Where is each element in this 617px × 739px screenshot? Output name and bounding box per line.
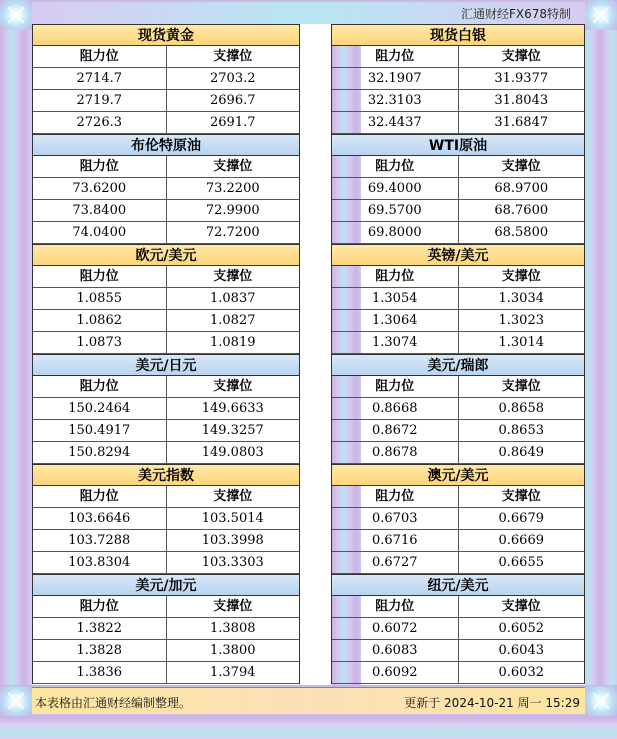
resistance-value: 73.8400 xyxy=(72,203,127,218)
table-row xyxy=(332,398,584,420)
table-row xyxy=(332,68,584,90)
table-row xyxy=(332,332,584,354)
column-header-row xyxy=(33,156,299,178)
resistance-value: 103.7288 xyxy=(68,533,131,548)
table-row xyxy=(33,112,299,134)
table-row xyxy=(332,112,584,134)
resistance-value: 32.1907 xyxy=(367,71,422,86)
table-row xyxy=(332,530,584,552)
section-block xyxy=(32,574,300,684)
resistance-value: 0.6703 xyxy=(372,511,418,526)
page-title: 汇通财经FX678特制 xyxy=(460,7,571,21)
column-header-row xyxy=(332,486,584,508)
support-value: 149.0803 xyxy=(166,442,300,463)
resistance-value: 0.6072 xyxy=(372,621,418,636)
support-value: 2703.2 xyxy=(166,68,300,89)
resistance-value: 69.4000 xyxy=(367,181,422,196)
resistance-value: 2714.7 xyxy=(76,71,122,86)
column-header-row xyxy=(332,596,584,618)
column-header-row xyxy=(332,46,584,68)
resistance-header: 阻力位 xyxy=(375,379,415,394)
resistance-header: 阻力位 xyxy=(375,269,415,284)
table-row xyxy=(33,310,299,332)
support-value: 1.3794 xyxy=(166,662,300,683)
support-value: 1.0827 xyxy=(166,310,300,331)
table-row xyxy=(332,662,584,684)
support-header: 支撑位 xyxy=(166,266,300,287)
table-row xyxy=(332,420,584,442)
support-value: 0.6655 xyxy=(458,552,585,573)
table-row xyxy=(33,420,299,442)
resistance-value: 1.0873 xyxy=(76,335,122,350)
resistance-value: 1.0855 xyxy=(76,291,122,306)
resistance-header: 阻力位 xyxy=(375,49,415,64)
resistance-header: 阻力位 xyxy=(375,599,415,614)
resistance-header: 阻力位 xyxy=(79,599,119,614)
table-row xyxy=(332,222,584,244)
corner-ornament-top-right xyxy=(585,0,617,30)
table-row xyxy=(332,552,584,574)
resistance-header: 阻力位 xyxy=(79,379,119,394)
section-title: 美元/日元 xyxy=(33,354,299,376)
resistance-value: 1.0862 xyxy=(76,313,122,328)
section-block xyxy=(32,24,300,134)
resistance-value: 2726.3 xyxy=(76,115,122,130)
section-block xyxy=(331,24,585,134)
table-row xyxy=(33,222,299,244)
table-row xyxy=(332,618,584,640)
column-header-row xyxy=(332,376,584,398)
column-header-row xyxy=(33,46,299,68)
table-row xyxy=(33,332,299,354)
resistance-value: 1.3828 xyxy=(76,643,122,658)
support-value: 31.9377 xyxy=(458,68,585,89)
section-title: 现货黄金 xyxy=(33,24,299,46)
support-header: 支撑位 xyxy=(166,46,300,67)
corner-ornament-top-left xyxy=(0,0,32,30)
section-title: 现货白银 xyxy=(332,24,584,46)
table-row xyxy=(33,640,299,662)
support-value: 0.6669 xyxy=(458,530,585,551)
support-value: 0.6679 xyxy=(458,508,585,529)
section-block xyxy=(32,244,300,354)
resistance-value: 1.3836 xyxy=(76,665,122,680)
resistance-header: 阻力位 xyxy=(375,489,415,504)
resistance-value: 150.4917 xyxy=(68,423,131,438)
support-value: 72.7200 xyxy=(166,222,300,243)
table-row xyxy=(33,200,299,222)
column-header-row xyxy=(33,266,299,288)
update-timestamp: 更新于 2024-10-21 周一 15:29 xyxy=(404,696,580,710)
resistance-value: 0.8678 xyxy=(372,445,418,460)
support-header: 支撑位 xyxy=(458,376,585,397)
support-value: 68.5800 xyxy=(458,222,585,243)
support-value: 149.3257 xyxy=(166,420,300,441)
table-row xyxy=(332,200,584,222)
support-value: 103.3303 xyxy=(166,552,300,573)
right-column xyxy=(331,24,585,684)
support-value: 0.6032 xyxy=(458,662,585,683)
column-header-row xyxy=(332,266,584,288)
column-header-row xyxy=(33,486,299,508)
table-row xyxy=(332,288,584,310)
table-row xyxy=(33,618,299,640)
table-row xyxy=(33,442,299,464)
section-block xyxy=(331,244,585,354)
support-value: 0.6052 xyxy=(458,618,585,639)
corner-ornament-bottom-left xyxy=(0,686,32,716)
section-title: 澳元/美元 xyxy=(332,464,584,486)
support-header: 支撑位 xyxy=(166,486,300,507)
title-bar xyxy=(32,2,585,25)
resistance-value: 103.6646 xyxy=(68,511,131,526)
support-value: 2691.7 xyxy=(166,112,300,133)
section-title: 英镑/美元 xyxy=(332,244,584,266)
resistance-value: 1.3074 xyxy=(372,335,418,350)
support-header: 支撑位 xyxy=(166,596,300,617)
section-title: 欧元/美元 xyxy=(33,244,299,266)
support-value: 103.5014 xyxy=(166,508,300,529)
section-title: WTI原油 xyxy=(332,134,584,156)
support-value: 1.0837 xyxy=(166,288,300,309)
column-header-row xyxy=(33,376,299,398)
table-row xyxy=(33,398,299,420)
table-row xyxy=(33,288,299,310)
corner-ornament-bottom-right xyxy=(585,686,617,716)
section-title: 美元/瑞郎 xyxy=(332,354,584,376)
support-value: 103.3998 xyxy=(166,530,300,551)
table-row xyxy=(332,508,584,530)
support-value: 72.9900 xyxy=(166,200,300,221)
section-title: 布伦特原油 xyxy=(33,134,299,156)
resistance-value: 0.8672 xyxy=(372,423,418,438)
support-value: 31.8043 xyxy=(458,90,585,111)
left-column xyxy=(32,24,300,684)
resistance-value: 0.6716 xyxy=(372,533,418,548)
support-value: 1.0819 xyxy=(166,332,300,353)
support-value: 0.8658 xyxy=(458,398,585,419)
support-header: 支撑位 xyxy=(458,156,585,177)
table-row xyxy=(33,178,299,200)
table-row xyxy=(332,310,584,332)
column-header-row xyxy=(33,596,299,618)
support-value: 0.6043 xyxy=(458,640,585,661)
resistance-header: 阻力位 xyxy=(79,489,119,504)
support-header: 支撑位 xyxy=(458,486,585,507)
resistance-value: 0.8668 xyxy=(372,401,418,416)
table-row xyxy=(33,508,299,530)
resistance-header: 阻力位 xyxy=(79,49,119,64)
support-value: 1.3034 xyxy=(458,288,585,309)
table-row xyxy=(332,442,584,464)
section-block xyxy=(331,134,585,244)
section-block xyxy=(331,574,585,684)
support-value: 31.6847 xyxy=(458,112,585,133)
support-header: 支撑位 xyxy=(458,266,585,287)
resistance-value: 150.2464 xyxy=(68,401,131,416)
resistance-value: 1.3054 xyxy=(372,291,418,306)
table-row xyxy=(33,530,299,552)
table-row xyxy=(332,90,584,112)
support-value: 149.6633 xyxy=(166,398,300,419)
support-value: 68.9700 xyxy=(458,178,585,199)
table-row xyxy=(33,90,299,112)
footer-note: 本表格由汇通财经编制整理。 xyxy=(35,696,192,710)
table-row xyxy=(332,178,584,200)
section-title: 美元/加元 xyxy=(33,574,299,596)
section-block xyxy=(331,464,585,574)
section-block xyxy=(32,134,300,244)
table-row xyxy=(33,662,299,684)
support-value: 1.3800 xyxy=(166,640,300,661)
table-row xyxy=(33,68,299,90)
support-header: 支撑位 xyxy=(166,376,300,397)
resistance-value: 0.6083 xyxy=(372,643,418,658)
table-row xyxy=(33,552,299,574)
resistance-value: 69.8000 xyxy=(367,225,422,240)
support-value: 2696.7 xyxy=(166,90,300,111)
resistance-header: 阻力位 xyxy=(79,159,119,174)
resistance-header: 阻力位 xyxy=(79,269,119,284)
resistance-value: 32.4437 xyxy=(367,115,422,130)
support-value: 1.3023 xyxy=(458,310,585,331)
resistance-value: 69.5700 xyxy=(367,203,422,218)
support-value: 1.3808 xyxy=(166,618,300,639)
support-value: 1.3014 xyxy=(458,332,585,353)
section-block xyxy=(331,354,585,464)
footer xyxy=(32,687,585,714)
resistance-value: 2719.7 xyxy=(76,93,122,108)
support-header: 支撑位 xyxy=(458,46,585,67)
table-row xyxy=(332,640,584,662)
support-value: 73.2200 xyxy=(166,178,300,199)
section-block xyxy=(32,464,300,574)
resistance-value: 73.6200 xyxy=(72,181,127,196)
resistance-value: 150.8294 xyxy=(68,445,131,460)
section-title: 纽元/美元 xyxy=(332,574,584,596)
support-value: 0.8649 xyxy=(458,442,585,463)
support-value: 68.7600 xyxy=(458,200,585,221)
section-block xyxy=(32,354,300,464)
support-header: 支撑位 xyxy=(458,596,585,617)
resistance-value: 1.3822 xyxy=(76,621,122,636)
support-value: 0.8653 xyxy=(458,420,585,441)
section-title: 美元指数 xyxy=(33,464,299,486)
resistance-value: 0.6092 xyxy=(372,665,418,680)
pivot-table-area xyxy=(32,24,585,685)
column-header-row xyxy=(332,156,584,178)
resistance-header: 阻力位 xyxy=(375,159,415,174)
resistance-value: 0.6727 xyxy=(372,555,418,570)
resistance-value: 74.0400 xyxy=(72,225,127,240)
resistance-value: 32.3103 xyxy=(367,93,422,108)
resistance-value: 1.3064 xyxy=(372,313,418,328)
resistance-value: 103.8304 xyxy=(68,555,131,570)
support-header: 支撑位 xyxy=(166,156,300,177)
